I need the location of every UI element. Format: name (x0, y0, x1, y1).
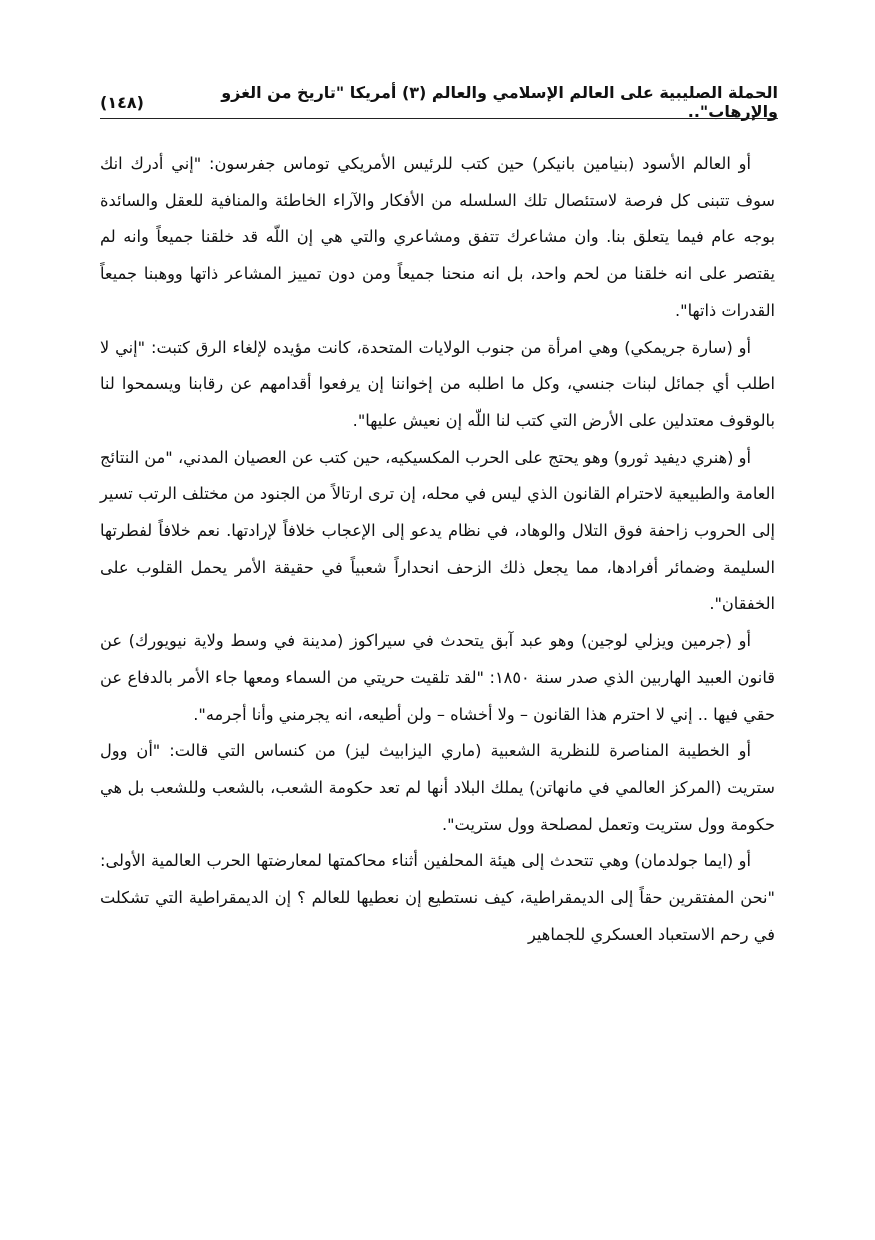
page-number: (١٤٨) (100, 92, 144, 112)
paragraph: أو (جرمين ويزلي لوجين) وهو عبد آبق يتحدث في سيراكوز (مدينة في وسط ولاية نيويورك) عن قانون العبيد الهاربين الذي صدر سنة ١٨٥٠: "لقد تلقيت حريتي من السماء ومعها جاء الأمر بالدفاع عن حقي فيها .. إني لا احترم هذا القانون – ولا أخشاه – ولن أطيعه، انه يجرمني وأنا أجرمه". (100, 631, 775, 724)
paragraph: أو (هنري ديفيد ثورو) وهو يحتج على الحرب المكسيكيه، حين كتب عن العصيان المدني، "من النتائج العامة والطبيعية لاحترام القانون الذي ليس في محله، إن ترى ارتالاً من الجنود من مختلف الرتب تسير إلى الحروب زاحفة فوق التلال والوهاد، في نظام يدعو إلى الإعجاب خلافاً لإرادتها. نعم خلافاً لفطرتها السليمة وضمائر أفرادها، مما يجعل ذلك الزحف انحداراً شعبياً في حقيقة الأمر يحمل القلوب على الخفقان". (100, 447, 775, 614)
body-text (100, 146, 775, 953)
paragraph: أو (سارة جريمكي) وهي امرأة من جنوب الولايات المتحدة، كانت مؤيده لإلغاء الرق كتبت: "إني لا اطلب أي جمائل لبنات جنسي، وكل ما اطلبه من إخواننا إن يرفعوا أقدامهم عن رقابنا ويسمحوا لنا بالوقوف معتدلين على الأرض التي كتب لنا اللّه إن نعيش عليها". (100, 337, 775, 430)
paragraph: أو العالم الأسود (بنيامين بانيكر) حين كتب للرئيس الأمريكي توماس جفرسون: "إني أدرك انك سوف تتبنى كل فرصة لاستئصال تلك السلسله من الأفكار والآراء الخاطئة والمنافية للعقل والسائدة بوجه عام فيما يتعلق بنا. وان مشاعرك تتفق ومشاعري والتي هي إن اللّه قد خلقنا جميعاً وانه لم يقتصر على انه خلقنا من لحم واحد، بل انه منحنا جميعاً ومن دون تمييز المشاعر ذاتها ووهبنا جميعاً القدرات ذاتها". (100, 154, 775, 320)
header-title: الحملة الصليبية على العالم الإسلامي والعالم (٣) أمريكا "تاريخ من الغزو والإرهاب".. (221, 83, 778, 121)
paragraph: أو (ايما جولدمان) وهي تتحدث إلى هيئة المحلفين أثناء محاكمتها لمعارضتها الحرب العالمية الأولى: "نحن المفتقرين حقاً إلى الديمقراطية، كيف نستطيع إن نعطيها للعالم ؟ إن الديمقراطية التي تشكلت في رحم الاستعباد العسكري للجماهير (100, 851, 775, 944)
paragraph: أو الخطيبة المناصرة للنظرية الشعبية (ماري اليزابيث ليز) من كنساس التي قالت: "أن وول ستريت (المركز العالمي في مانهاتن) يملك البلاد أنها لم تعد حكومة الشعب، بالشعب وللشعب بل هي حكومة وول ستريت وتعمل لمصلحة وول ستريت". (100, 741, 775, 834)
running-header (100, 83, 778, 121)
header-rule (100, 118, 778, 119)
